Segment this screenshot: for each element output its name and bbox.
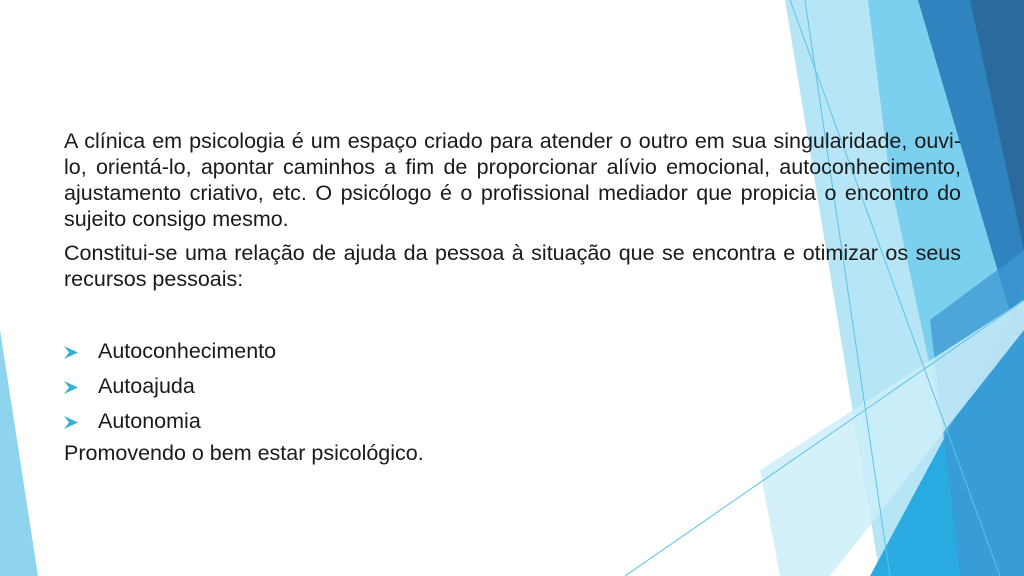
bullet-item-autoconhecimento [64,334,961,369]
intro-paragraph: A clínica em psicologia é um espaço criado para atender o outro em sua singularidade, ouvi-lo, orientá-lo, apontar caminhos a fim de proporcionar alívio emocional, autoconhecimento, ajustamento criativo, etc. O psicólogo é o profissional mediador que propicia o encontro do sujeito consigo mesmo. [64,129,961,231]
arrowhead-bullet-icon [64,346,78,359]
relation-paragraph: Constitui-se uma relação de ajuda da pessoa à situação que se encontra e otimizar os seus recursos pessoais: [64,241,961,291]
closing-line: Promovendo o bem estar psicológico. [64,441,424,465]
bullet-label: Autoajuda [98,374,195,398]
bullet-item-autonomia [64,404,961,439]
bullet-list [64,334,961,439]
bullet-label: Autoconhecimento [98,339,277,363]
bullet-label: Autonomia [98,409,201,433]
left-edge-shape [0,330,38,576]
bullet-item-autoajuda [64,369,961,404]
arrowhead-bullet-icon [64,416,78,429]
slide-content [64,128,961,466]
arrowhead-bullet-icon [64,381,78,394]
